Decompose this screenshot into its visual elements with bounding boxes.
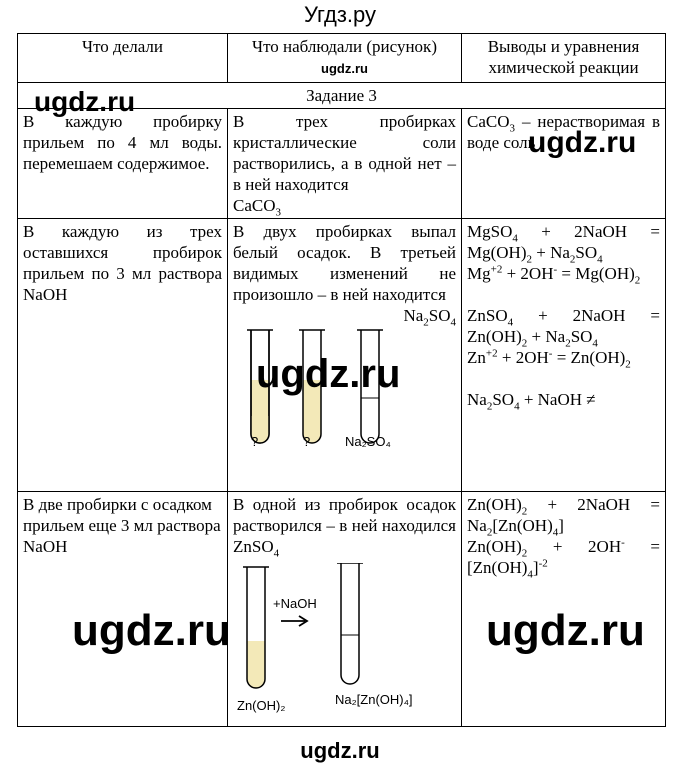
- row2-observed-formula: $Na_2SO_4$: [403, 306, 456, 329]
- equation: $Mg^{+2} + 2OH^- = Mg(OH)_2$: [467, 263, 641, 287]
- row2-conclusion: [462, 219, 666, 492]
- watermark: ugdz.ru: [486, 606, 645, 655]
- header-what-did: Что делали: [18, 34, 228, 83]
- row1-observed: В трех пробирках кристаллические соли растворились, а в одной нет – в ней находится CaCO$_3$: [228, 109, 462, 219]
- site-title: Угдз.ру: [303, 2, 377, 27]
- precipitate-zn: [247, 641, 265, 688]
- equation: $Zn^{+2} + 2OH^- = Zn(OH)_2$: [467, 347, 631, 371]
- table-row: [18, 109, 666, 219]
- equation: ZnSO$_4$ + 2NaOH = $Zn(OH)_2 + Na_2SO_4$: [467, 306, 660, 350]
- row2-did: В каждую из трех оставшихся пробирок прильем по 3 мл раствора NaOH: [18, 219, 228, 492]
- header-watermark: ugdz.ru: [321, 61, 368, 76]
- row2-observed: В двух пробирках выпал белый осадок. В третьей видимых изменений не произошло – в ней находится $Na_2SO_4$ ? ? Na₂SO₄: [228, 219, 462, 492]
- row1-observed-formula: CaCO$_3$: [233, 196, 281, 219]
- footer-watermark: ugdz.ru: [300, 738, 380, 763]
- header-what-observed: Что наблюдали (рисунок) ugdz.ru: [228, 34, 462, 83]
- tube-label-right: Na₂[Zn(OH)₄]: [335, 692, 413, 707]
- equation: $Na_2SO_4$ + NaOH ≠: [467, 390, 596, 413]
- test-tubes-figure-2: [233, 563, 456, 713]
- tube-label-left: Zn(OH)₂: [237, 698, 286, 713]
- tube-label-1: ?: [251, 434, 259, 449]
- reaction-drawing: [233, 563, 455, 693]
- table-header-row: [18, 34, 666, 83]
- test-tube-right: [337, 563, 363, 684]
- watermark: ugdz.ru: [256, 352, 401, 396]
- tube-label-3: Na₂SO₄: [345, 434, 391, 449]
- row1-conclusion: CaCO$_3$ – нерастворимая в воде соль: [462, 109, 666, 219]
- row1-did: В каждую пробирку прильем по 4 мл воды. перемешаем содержимое.: [18, 109, 228, 219]
- row3-did: В две пробирки с осадком прильем еще 3 мл раствора NaOH: [18, 492, 228, 727]
- watermark: ugdz.ru: [34, 86, 136, 117]
- equation: $Zn(OH)_2$ + 2NaOH = $Na_2[Zn(OH)_4]$: [467, 495, 660, 539]
- task-title: Задание 3: [18, 83, 666, 109]
- row3-observed-formula: ZnSO$_4$: [233, 537, 280, 560]
- row3-observed: В одной из пробирок осадок растворился – в ней находился ZnSO$_4$ +NaOH Zn(OH)₂ Na₂[Zn(OH)₄]: [228, 492, 462, 727]
- watermark: ugdz.ru: [528, 126, 637, 159]
- equation: $Zn(OH)_2 + 2OH^- = [Zn(OH)_4]^{-2}$: [467, 536, 660, 581]
- tube-label-2: ?: [303, 434, 311, 449]
- arrow-label: +NaOH: [273, 596, 317, 611]
- watermark: ugdz.ru: [72, 606, 231, 655]
- equation: MgSO$_4$ + 2NaOH = $Mg(OH)_2 + Na_2SO_4$: [467, 222, 660, 266]
- header-conclusions: Выводы и уравнения химической реакции: [462, 34, 666, 83]
